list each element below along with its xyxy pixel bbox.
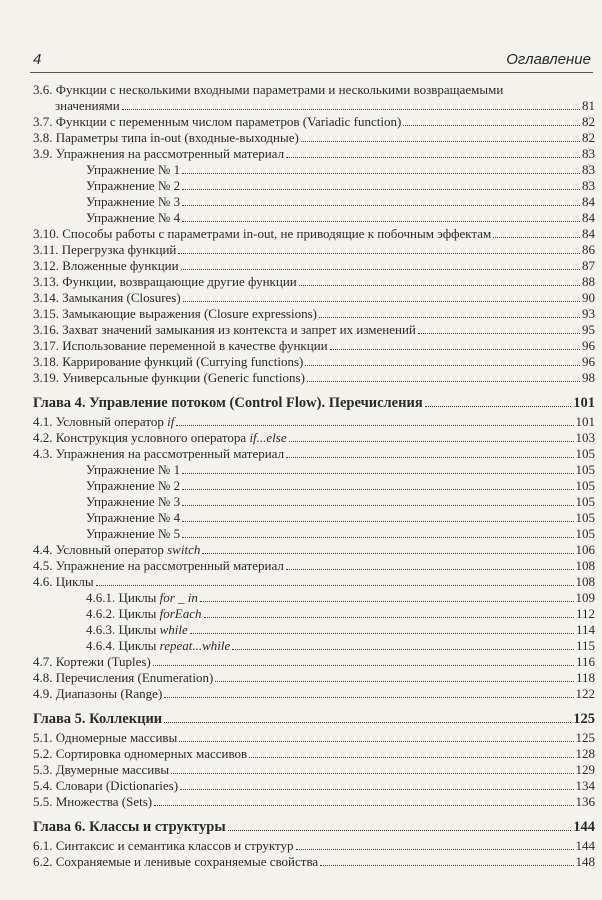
toc-entry [33,130,595,146]
page-ref: 118 [575,670,595,685]
dot-leader [289,441,574,442]
entry-title-text: 3.7. Функции с переменным числом параметров (Variadic function) [33,114,402,129]
page-ref: 95 [582,322,595,337]
entry-title [86,526,180,542]
entry-title [33,730,177,746]
toc-subentry [33,462,595,478]
entry-title [33,274,297,290]
entry-title [33,446,284,462]
toc-subentry [33,510,595,526]
toc-entry [33,654,595,670]
dot-leader [182,473,573,474]
page-ref: 134 [575,778,595,793]
page-ref: 86 [582,242,595,257]
dot-leader [182,489,573,490]
toc-entry [33,430,595,446]
dot-leader [319,317,580,318]
dot-leader [301,141,580,142]
toc-entry [33,322,595,338]
entry-title-text: Упражнение № 5 [86,526,181,541]
toc-subentry [33,526,595,542]
entry-title [33,746,247,762]
entry-title-text: 4.5. Упражнение на рассмотренный материал [33,558,284,573]
running-title: Оглавление [506,51,591,68]
entry-title [33,146,284,162]
entry-title [86,510,180,526]
entry-title-text: 5.4. Словари (Dictionaries) [33,778,179,793]
entry-title [86,462,180,478]
page-ref: 116 [575,654,595,669]
toc-entry [33,686,595,702]
toc-entry [33,290,595,306]
entry-title [86,638,230,654]
entry-title-text: 4.9. Диапазоны (Range) [33,686,163,701]
entry-title [33,370,305,386]
toc-entry [33,730,595,746]
dot-leader [190,633,574,634]
entry-title [33,686,162,702]
entry-title-emphasis: forEach [159,606,202,621]
toc-entry [33,574,595,590]
dot-leader [403,125,580,126]
toc-chapter [33,816,595,838]
entry-title-text: 5.3. Двумерные массивы [33,762,170,777]
page-ref: 82 [582,130,595,145]
entry-title-text: 4.2. Конструкция условного оператора [33,430,250,445]
toc-entry [33,762,595,778]
dot-leader [182,505,573,506]
entry-title [33,226,491,242]
page-ref: 105 [575,510,595,525]
page-ref: 109 [575,590,595,605]
entry-title-text: Упражнение № 2 [86,478,181,493]
entry-title-emphasis: if [167,414,175,429]
toc-entry [33,446,595,462]
page-ref: 148 [575,854,595,869]
toc-entry [33,242,595,258]
page-ref: 136 [575,794,595,809]
entry-title-text: 4.4. Условный оператор [33,542,168,557]
dot-leader [286,157,580,158]
entry-title [33,322,416,338]
entry-title [33,414,174,430]
page-ref: 108 [575,574,595,589]
dot-leader [164,697,573,698]
entry-title [33,542,200,558]
dot-leader [249,757,573,758]
page-ref: 82 [582,114,595,129]
toc-entry [33,370,595,386]
entry-title-text: 4.6.3. Циклы [86,622,160,637]
entry-title-text: 3.12. Вложенные функции [33,258,179,273]
toc-entry [33,226,595,242]
dot-leader [204,617,574,618]
page-ref: 105 [575,478,595,493]
toc-chapter [33,392,595,414]
page-ref: 96 [582,338,595,353]
page-number: 4 [33,51,42,68]
entry-title-line2: значениями [55,98,120,113]
entry-title-text: 4.6.1. Циклы [86,590,160,605]
dot-leader [181,269,580,270]
dot-leader [493,237,580,238]
entry-title-text: Глава 6. Классы и структуры [33,819,226,835]
toc-subentry [33,194,595,210]
entry-title-text: 3.16. Захват значений замыкания из контекста и запрет их изменений [33,322,416,337]
table-of-contents [33,81,595,870]
toc-entry [33,854,595,870]
dot-leader [320,865,573,866]
toc-subentry [33,622,595,638]
page-ref: 144 [573,819,595,835]
page-header [30,50,593,73]
page-ref: 98 [582,370,595,385]
entry-title-text: Упражнение № 2 [86,178,181,193]
dot-leader [296,849,574,850]
entry-title [33,794,152,810]
entry-title [33,395,423,411]
page-ref: 106 [575,542,595,557]
page-ref: 108 [575,558,595,573]
page-ref: 84 [582,226,595,241]
page-ref: 105 [575,462,595,477]
entry-title-text: 3.15. Замыкающие выражения (Closure expressions) [33,306,317,321]
toc-entry [33,670,595,686]
page-ref: 93 [582,306,595,321]
dot-leader [164,722,571,723]
page-ref: 128 [575,746,595,761]
page-ref: 125 [575,730,595,745]
page-ref: 144 [575,838,595,853]
entry-title-emphasis: for _ in [159,590,198,605]
page-ref: 122 [575,686,595,701]
dot-leader [286,457,573,458]
entry-title-text: 3.17. Использование переменной в качестве функции [33,338,328,353]
entry-title [33,258,179,274]
dot-leader [418,333,580,334]
entry-title [33,114,401,130]
page-ref: 96 [582,354,595,369]
entry-title-emphasis: while [159,622,188,637]
entry-title [33,338,328,354]
entry-title-text: 3.19. Универсальные функции (Generic functions) [33,370,305,385]
entry-title-text: 4.1. Условный оператор [33,414,168,429]
entry-title-text: 5.1. Одномерные массивы [33,730,178,745]
dot-leader [200,601,574,602]
entry-title-text: 4.6. Циклы [33,574,94,589]
entry-title-text: 4.6.4. Циклы [86,638,160,653]
dot-leader [182,537,573,538]
entry-title-text: 3.13. Функции, возвращающие другие функции [33,274,297,289]
toc-entry [33,794,595,810]
entry-title-text: Упражнение № 4 [86,510,181,525]
toc-entry [33,114,595,130]
toc-entry [33,354,595,370]
page-ref: 129 [575,762,595,777]
dot-leader [182,205,580,206]
dot-leader [154,805,573,806]
entry-title-text: 3.18. Каррирование функций (Currying functions) [33,354,304,369]
entry-title-emphasis: if...else [249,430,287,445]
toc-entry [33,338,595,354]
entry-title-text: Глава 4. Управление потоком (Control Flow). Перечисления [33,395,423,411]
page-ref: 83 [582,146,595,161]
entry-title-text: 3.14. Замыкания (Closures) [33,290,181,305]
entry-title [86,478,180,494]
dot-leader [228,830,572,831]
dot-leader [122,109,580,110]
page-ref: 105 [575,526,595,541]
entry-title-text: 6.2. Сохраняемые и ленивые сохраняемые свойства [33,854,319,869]
entry-title-text: Упражнение № 4 [86,210,181,225]
entry-title [33,242,176,258]
page-ref: 101 [573,395,595,411]
toc-entry [33,146,595,162]
entry-title-text: 5.5. Множества (Sets) [33,794,153,809]
dot-leader [182,173,580,174]
entry-title-text: Упражнение № 3 [86,194,181,209]
page-ref: 83 [582,178,595,193]
entry-title-text: 3.8. Параметры типа in-out (входные-выходные) [33,130,299,145]
toc-subentry [33,478,595,494]
dot-leader [307,381,580,382]
page-ref: 81 [582,98,595,113]
toc-subentry [33,638,595,654]
entry-title-text: Упражнение № 1 [86,462,181,477]
dot-leader [202,553,573,554]
entry-title-text: 3.11. Перегрузка функций [33,242,177,257]
dot-leader [425,406,572,407]
entry-title-text: Упражнение № 3 [86,494,181,509]
page-ref: 125 [573,711,595,727]
entry-title-emphasis: switch [167,542,201,557]
dot-leader [299,285,580,286]
page-ref: 83 [582,162,595,177]
dot-leader [180,789,573,790]
toc-subentry [33,162,595,178]
entry-title-text: 3.9. Упражнения на рассмотренный материал [33,146,285,161]
toc-entry [33,414,595,430]
toc-entry [33,81,595,114]
entry-title-text: 4.6.2. Циклы [86,606,160,621]
dot-leader [179,741,573,742]
dot-leader [232,649,574,650]
dot-leader [96,585,574,586]
toc-chapter [33,708,595,730]
entry-title-text: 3.10. Способы работы с параметрами in-out, не приводящие к побочным эффектам [33,226,492,241]
dot-leader [182,521,573,522]
entry-title-text: 6.1. Синтаксис и семантика классов и структур [33,838,294,853]
toc-entry [33,558,595,574]
page-ref: 87 [582,258,595,273]
page-ref: 103 [575,430,595,445]
dot-leader [305,365,580,366]
dot-leader [286,569,574,570]
dot-leader [178,253,580,254]
entry-title [86,622,188,638]
entry-title [86,194,180,210]
page-ref: 112 [575,606,595,621]
toc-entry [33,778,595,794]
entry-title [33,558,284,574]
entry-title-text: Глава 5. Коллекции [33,711,163,727]
dot-leader [171,773,573,774]
entry-title [33,290,181,306]
entry-title [33,130,299,146]
page-ref: 115 [575,638,595,653]
dot-leader [182,189,580,190]
dot-leader [182,221,580,222]
entry-title-text: 4.8. Перечисления (Enumeration) [33,670,214,685]
toc-subentry [33,590,595,606]
toc-entry [33,258,595,274]
page-ref: 114 [575,622,595,637]
entry-title [86,178,180,194]
entry-title [33,574,94,590]
entry-title-text: 4.7. Кортежи (Tuples) [33,654,151,669]
dot-leader [215,681,574,682]
entry-title [33,711,162,727]
entry-title [33,430,287,446]
toc-entry [33,746,595,762]
dot-leader [330,349,580,350]
toc-subentry [33,178,595,194]
entry-title [33,854,318,870]
entry-title [86,210,180,226]
entry-title-text: 5.2. Сортировка одномерных массивов [33,746,248,761]
page-ref: 101 [575,414,595,429]
toc-entry [33,542,595,558]
entry-title [33,778,178,794]
entry-title-text: 4.3. Упражнения на рассмотренный материал [33,446,285,461]
entry-title [33,654,151,670]
toc-subentry [33,210,595,226]
page-ref: 105 [575,494,595,509]
entry-title [86,590,198,606]
dot-leader [183,301,580,302]
entry-title [33,354,303,370]
toc-subentry [33,606,595,622]
toc-subentry [33,494,595,510]
toc-entry [33,838,595,854]
page-ref: 84 [582,210,595,225]
entry-title-line1: 3.6. Функции с несколькими входными параметрами и несколькими возвращаемыми [33,82,504,97]
entry-title [86,606,202,622]
entry-title [33,762,169,778]
entry-title [33,819,226,835]
entry-title [33,306,317,322]
dot-leader [176,425,573,426]
page-ref: 84 [582,194,595,209]
entry-title [33,838,294,854]
toc-entry [33,274,595,290]
entry-title [86,494,180,510]
page-ref: 105 [575,446,595,461]
page-ref: 90 [582,290,595,305]
dot-leader [153,665,574,666]
entry-title-emphasis: repeat...while [159,638,231,653]
entry-title-text: Упражнение № 1 [86,162,181,177]
entry-title [33,670,213,686]
toc-entry [33,306,595,322]
page-ref: 88 [582,274,595,289]
entry-title [86,162,180,178]
